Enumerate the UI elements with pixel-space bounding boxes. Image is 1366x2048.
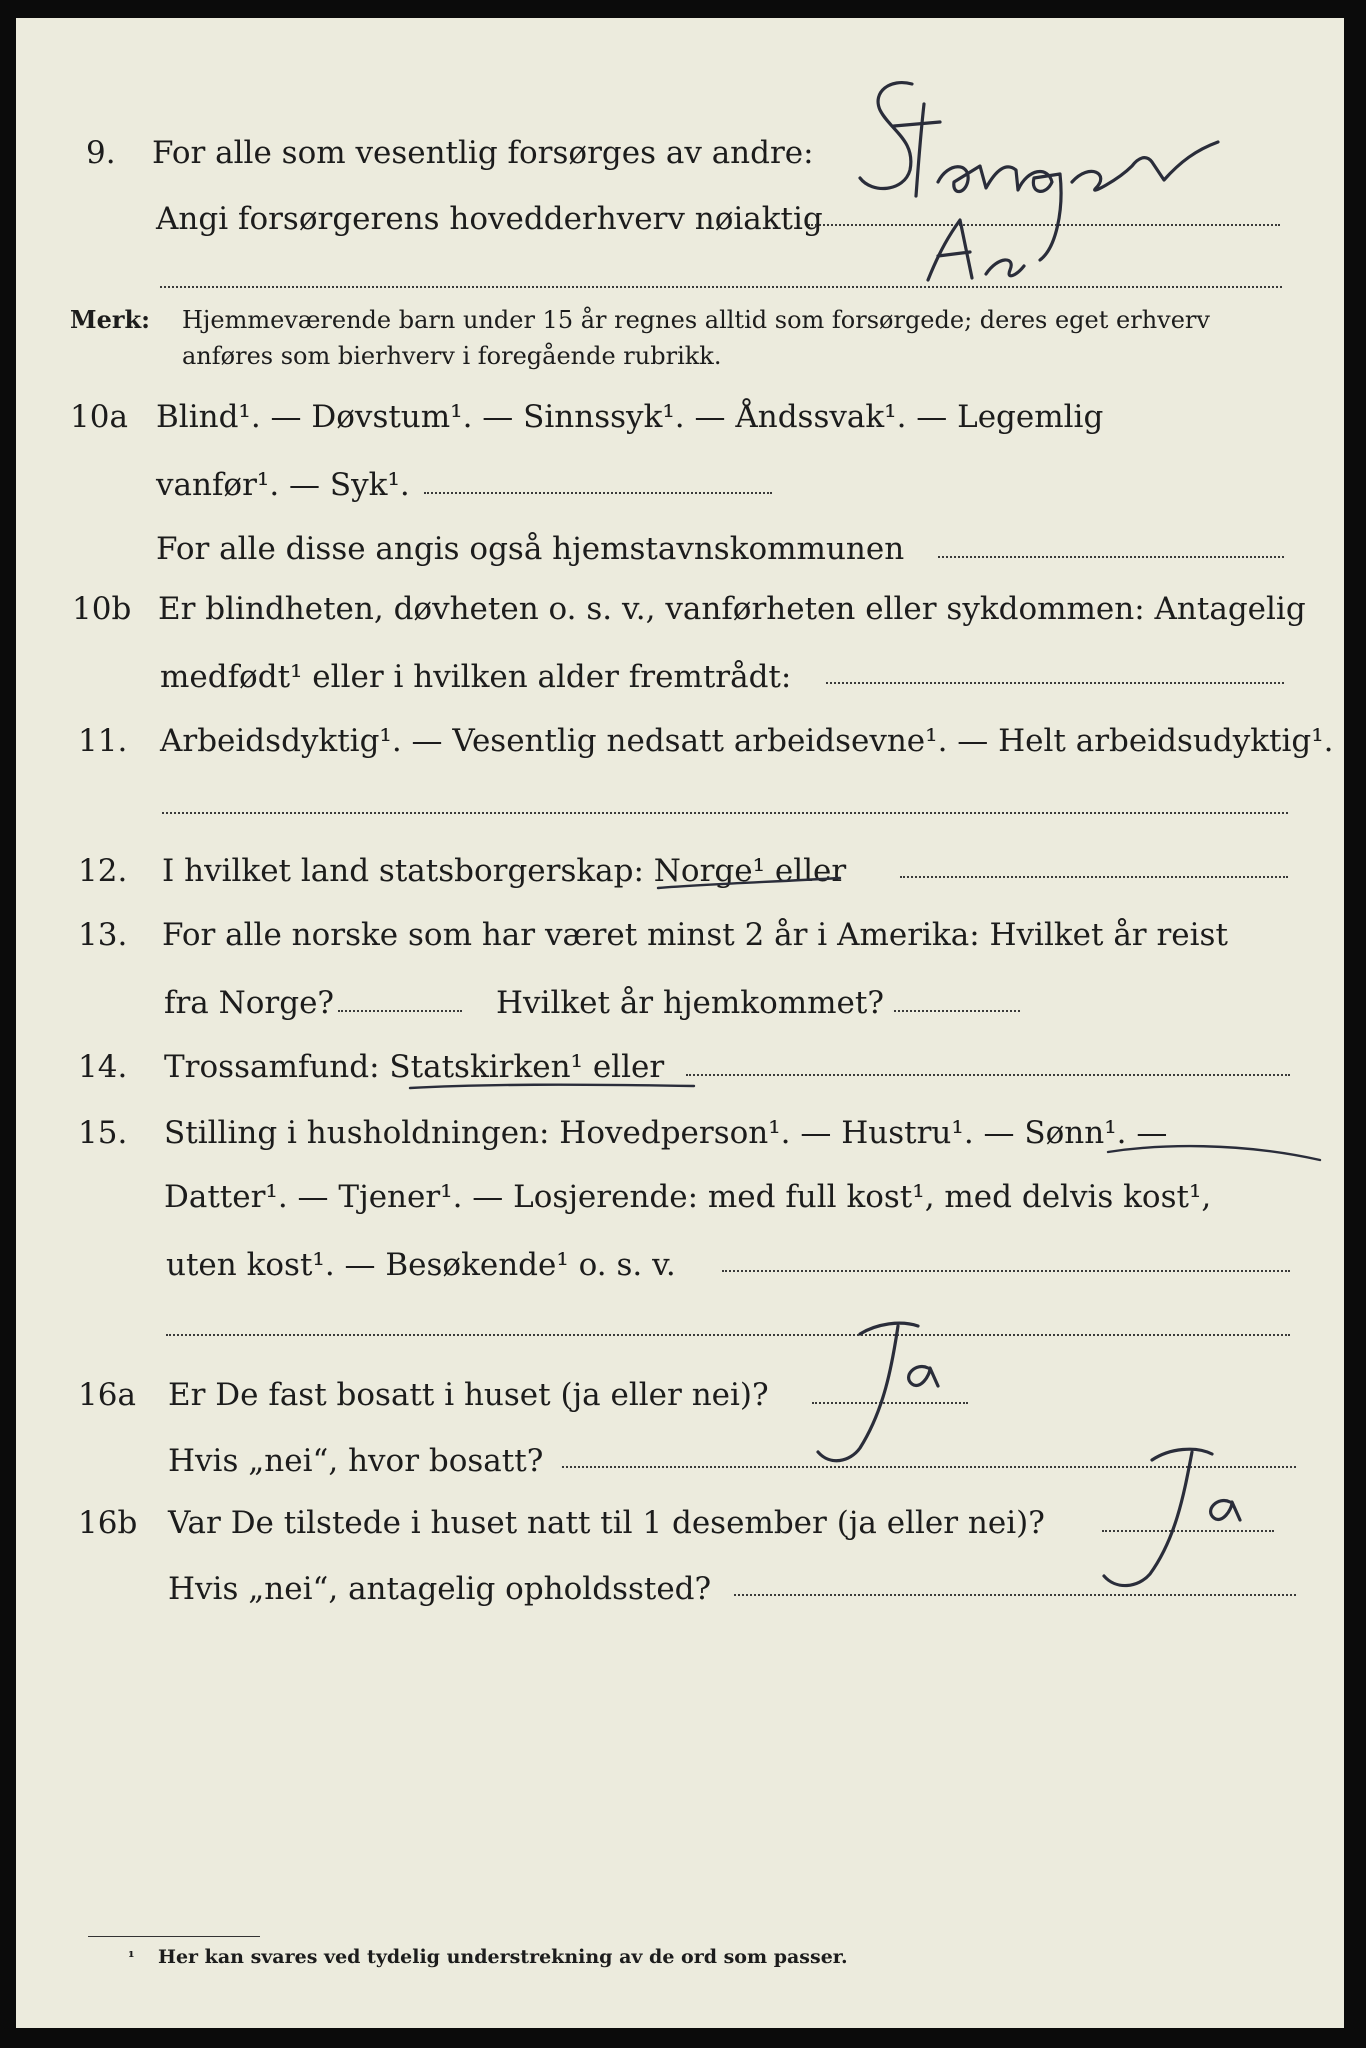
q16b-handwritten-answer [1080,1430,1280,1610]
q13-text-line2b: Hvilket år hjemkommet? [496,985,884,1021]
q10a-municipality-line[interactable] [938,556,1284,558]
q10b-text-line1: Er blindheten, døvheten o. s. v., vanførheten eller sykdommen: Antagelig [158,591,1306,627]
q10b-number: 10b [72,591,132,627]
q15-number: 15. [78,1115,128,1151]
q15-text-line1: Stilling i husholdningen: Hovedperson¹. — Hustru¹. — Sønn¹. — [164,1115,1168,1151]
q16b-whereabouts-line[interactable] [734,1594,1296,1596]
q16a-number: 16a [78,1377,136,1413]
note-label: Merk: [70,305,150,334]
footnote-rule [88,1936,260,1937]
q16b-number: 16b [78,1505,138,1541]
q12-text-line1: I hvilket land statsborgerskap: Norge¹ eller [162,853,847,889]
q9-handwritten-answer [820,70,1240,290]
note-text-line2: anføres som bierhverv i foregående rubrikk. [182,342,722,370]
q9-text-line2: Angi forsørgerens hovedderhverv nøiaktig [156,201,823,237]
q10b-answer-line[interactable] [826,682,1284,684]
q14-underline-mark [404,1070,704,1100]
q15-answer-line[interactable] [722,1270,1290,1272]
footnote-mark: ¹ [128,1948,135,1966]
q12-underline-mark [650,868,850,898]
q9-number: 9. [86,135,116,171]
q10a-number: 10a [70,399,128,435]
q16b-text-line1: Var De tilstede i huset natt til 1 desember (ja eller nei)? [168,1505,1045,1541]
q15-answer-line-2[interactable] [166,1334,1290,1336]
q15-underline-mark [1100,1138,1330,1178]
q11-number: 11. [78,723,128,759]
q12-answer-line[interactable] [900,876,1288,878]
q11-text-line1: Arbeidsdyktig¹. — Vesentlig nedsatt arbeidsevne¹. — Helt arbeidsudyktig¹. [160,723,1334,759]
q10a-text-line2: vanfør¹. — Syk¹. [156,467,410,503]
q13-year-returned-line[interactable] [894,1010,1020,1012]
q14-number: 14. [78,1049,128,1085]
q11-answer-line[interactable] [162,812,1288,814]
q10a-text-line1: Blind¹. — Døvstum¹. — Sinnssyk¹. — Åndssvak¹. — Legemlig [156,399,1104,435]
q10a-answer-line[interactable] [424,492,772,494]
q13-year-left-line[interactable] [338,1010,462,1012]
q16a-text-line1: Er De fast bosatt i huset (ja eller nei)? [168,1377,769,1413]
note-text-line1: Hjemmeværende barn under 15 år regnes alltid som forsørgede; deres eget erhverv [182,306,1210,334]
q16a-text-line2: Hvis „nei“, hvor bosatt? [168,1443,544,1479]
footnote-text: Her kan svares ved tydelig understrekning av de ord som passer. [158,1946,848,1968]
q14-text-line1: Trossamfund: Statskirken¹ eller [164,1049,665,1085]
q13-text-line2a: fra Norge? [164,985,335,1021]
q15-text-line2: Datter¹. — Tjener¹. — Losjerende: med full kost¹, med delvis kost¹, [164,1179,1212,1215]
q16b-text-line2: Hvis „nei“, antagelig opholdssted? [168,1571,712,1607]
q13-text-line1: For alle norske som har været minst 2 år i Amerika: Hvilket år reist [162,917,1228,953]
q10a-text-line3: For alle disse angis også hjemstavnskommunen [156,531,905,567]
q15-text-line3: uten kost¹. — Besøkende¹ o. s. v. [166,1247,676,1283]
q14-answer-line[interactable] [686,1074,1290,1076]
q16a-handwritten-answer [800,1310,980,1490]
q9-text-line1: For alle som vesentlig forsørges av andre: [152,135,814,171]
q12-number: 12. [78,853,128,889]
q13-number: 13. [78,917,128,953]
q10b-text-line2: medfødt¹ eller i hvilken alder fremtrådt: [160,659,792,695]
